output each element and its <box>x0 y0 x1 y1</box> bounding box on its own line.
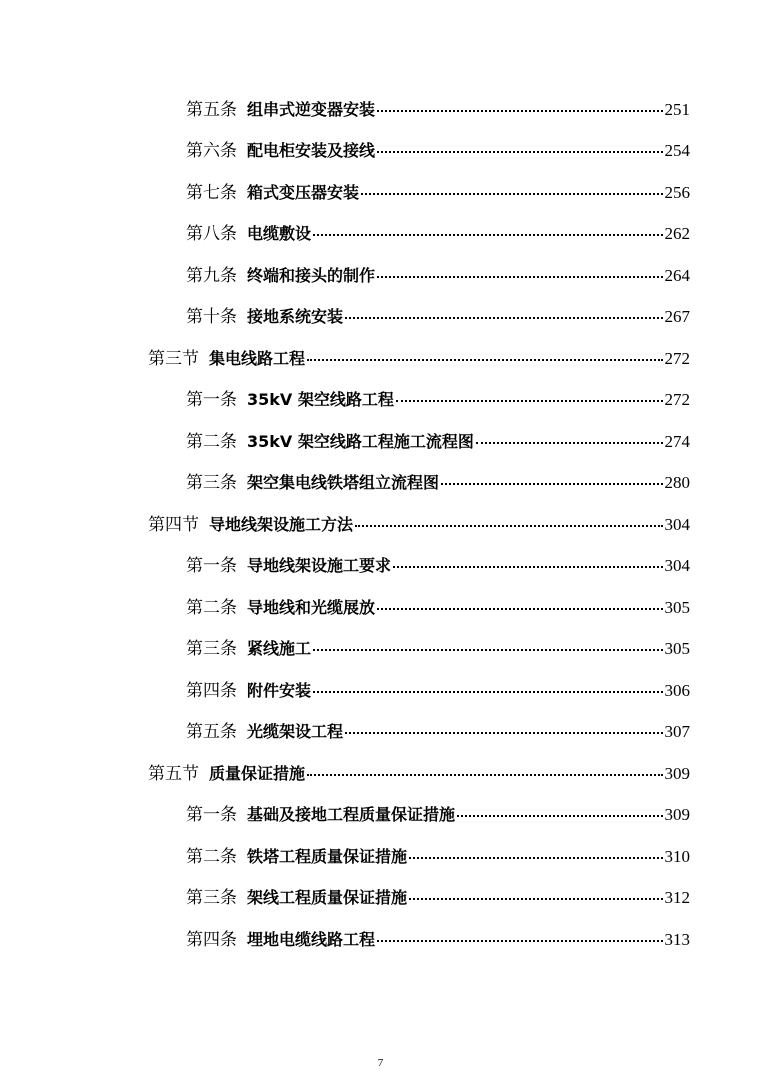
toc-row[interactable] <box>186 222 690 246</box>
toc-title: 架线工程质量保证措施 <box>247 888 408 907</box>
dot-leader <box>457 814 662 817</box>
toc-title: 组串式逆变器安装 <box>247 100 376 119</box>
toc-page: 256 <box>664 183 690 202</box>
dot-leader <box>476 441 663 444</box>
toc-row[interactable] <box>148 513 690 537</box>
toc-page: 306 <box>664 681 690 700</box>
toc-page: 310 <box>664 847 690 866</box>
toc-title: 架空集电线铁塔组立流程图 <box>247 473 440 492</box>
toc-page: 272 <box>664 390 690 409</box>
dot-leader <box>441 482 662 485</box>
toc-number: 第六条 <box>186 141 237 160</box>
dot-leader <box>409 856 662 859</box>
toc-title: 导地线和光缆展放 <box>247 598 376 617</box>
dot-leader <box>377 939 662 942</box>
dot-leader <box>361 192 662 195</box>
toc-number: 第十条 <box>186 307 237 326</box>
page-number: 7 <box>377 1057 384 1069</box>
toc-row[interactable] <box>186 554 690 578</box>
toc-page: 304 <box>664 556 690 575</box>
toc-page: 251 <box>664 100 690 119</box>
toc-page: 304 <box>664 515 690 534</box>
dot-leader <box>307 773 662 776</box>
toc-title: 附件安装 <box>247 681 312 700</box>
toc-number: 第二条 <box>186 598 237 617</box>
toc-title: 接地系统安装 <box>247 307 344 326</box>
toc-row[interactable] <box>186 637 690 661</box>
toc-row[interactable] <box>186 430 690 454</box>
toc-row[interactable] <box>186 388 690 412</box>
toc-row[interactable] <box>186 305 690 329</box>
dot-leader <box>345 731 662 734</box>
dot-leader <box>307 358 662 361</box>
toc-page: 312 <box>664 888 690 907</box>
toc-number: 第七条 <box>186 183 237 202</box>
toc-row[interactable] <box>186 803 690 827</box>
toc-page: 262 <box>664 224 690 243</box>
toc-page: 280 <box>664 473 690 492</box>
toc-title: 铁塔工程质量保证措施 <box>247 847 408 866</box>
toc-row[interactable] <box>186 139 690 163</box>
toc-page: 307 <box>664 722 690 741</box>
dot-leader <box>377 275 662 278</box>
toc-page: 309 <box>664 764 690 783</box>
toc-row[interactable] <box>148 762 690 786</box>
toc-number: 第一条 <box>186 805 237 824</box>
toc-row[interactable] <box>186 596 690 620</box>
toc-title: 光缆架设工程 <box>247 722 344 741</box>
toc-number: 第三节 <box>148 349 199 368</box>
toc-title: 集电线路工程 <box>209 349 306 368</box>
toc-number: 第八条 <box>186 224 237 243</box>
toc-number: 第九条 <box>186 266 237 285</box>
toc-page: 267 <box>664 307 690 326</box>
toc-row[interactable] <box>186 181 690 205</box>
dot-leader <box>313 233 662 236</box>
toc-title: 埋地电缆线路工程 <box>247 930 376 949</box>
toc-number: 第四条 <box>186 930 237 949</box>
toc-number: 第四节 <box>148 515 199 534</box>
toc-number: 第三条 <box>186 473 237 492</box>
toc-title: 35kV 架空线路工程施工流程图 <box>247 432 474 451</box>
toc-row[interactable] <box>186 845 690 869</box>
toc-number: 第五条 <box>186 100 237 119</box>
toc-title: 配电柜安装及接线 <box>247 141 376 160</box>
dot-leader <box>345 316 662 319</box>
toc-page: 305 <box>664 639 690 658</box>
toc-number: 第二条 <box>186 432 237 451</box>
toc-title: 质量保证措施 <box>209 764 306 783</box>
toc-row[interactable] <box>186 264 690 288</box>
toc-page: 309 <box>664 805 690 824</box>
dot-leader <box>313 648 662 651</box>
toc-title: 箱式变压器安装 <box>247 183 360 202</box>
toc-row[interactable] <box>186 471 690 495</box>
toc-row[interactable] <box>186 886 690 910</box>
toc-row[interactable] <box>186 928 690 952</box>
toc-row[interactable] <box>186 720 690 744</box>
toc-page: 272 <box>664 349 690 368</box>
toc-page: 313 <box>664 930 690 949</box>
toc-page: 274 <box>664 432 690 451</box>
toc-number: 第五条 <box>186 722 237 741</box>
toc-number: 第一条 <box>186 390 237 409</box>
toc-number: 第三条 <box>186 888 237 907</box>
toc-number: 第三条 <box>186 639 237 658</box>
toc-number: 第二条 <box>186 847 237 866</box>
dot-leader <box>377 150 662 153</box>
toc-row[interactable] <box>186 98 690 122</box>
toc-title: 终端和接头的制作 <box>247 266 376 285</box>
toc-number: 第四条 <box>186 681 237 700</box>
toc-number: 第五节 <box>148 764 199 783</box>
dot-leader <box>396 399 663 402</box>
toc-page: 254 <box>664 141 690 160</box>
dot-leader <box>377 109 662 112</box>
toc-title: 紧线施工 <box>247 639 312 658</box>
toc-title: 基础及接地工程质量保证措施 <box>247 805 456 824</box>
toc-row[interactable] <box>148 347 690 371</box>
toc-title: 导地线架设施工要求 <box>247 556 392 575</box>
toc-title: 导地线架设施工方法 <box>209 515 354 534</box>
toc-page: 305 <box>664 598 690 617</box>
toc-number: 第一条 <box>186 556 237 575</box>
toc-title: 35kV 架空线路工程 <box>247 390 394 409</box>
toc-row[interactable] <box>186 679 690 703</box>
toc-title: 电缆敷设 <box>247 224 312 243</box>
toc-page: 264 <box>664 266 690 285</box>
dot-leader <box>313 690 662 693</box>
dot-leader <box>409 897 662 900</box>
dot-leader <box>355 524 662 527</box>
dot-leader <box>377 607 662 610</box>
dot-leader <box>393 565 662 568</box>
